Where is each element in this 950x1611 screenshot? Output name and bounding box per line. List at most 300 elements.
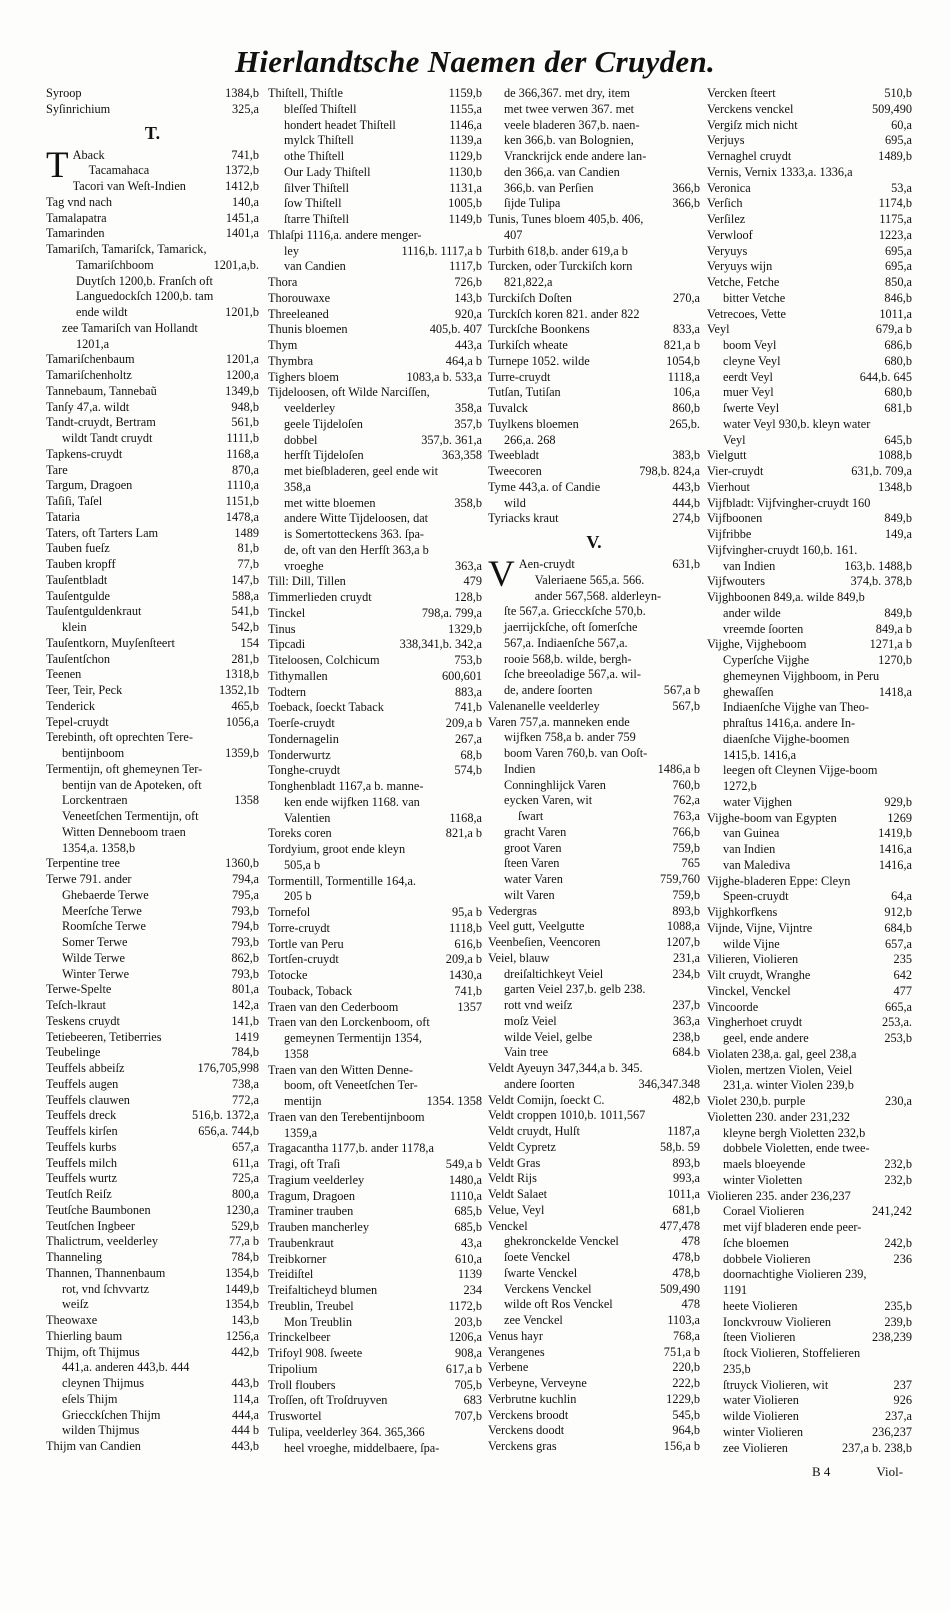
- signature-mark: B 4: [812, 1464, 831, 1479]
- entry-term: Tipcadi: [268, 637, 306, 652]
- entry-page-ref: 1139: [457, 1267, 482, 1282]
- index-entry: [268, 165, 482, 181]
- entry-term: Vijfribbe: [707, 527, 752, 541]
- entry-page-ref: 1229,b: [666, 1391, 700, 1406]
- index-entry: [46, 746, 259, 762]
- entry-term: Turnepe 1052. wilde: [488, 353, 590, 368]
- entry-page-ref: 685,b: [454, 1220, 482, 1234]
- entry-term: dobbele Violetten, ende twee-: [723, 1141, 870, 1156]
- index-entry: [46, 321, 259, 337]
- index-entry: [707, 196, 912, 212]
- entry-term: Tacori van Weſt-Indien: [72, 179, 186, 193]
- entry-term: Tauſentkorn, Muyſenſteert: [46, 635, 175, 650]
- index-entry: [268, 118, 482, 134]
- entry-page-ref: 707,b: [454, 1409, 482, 1423]
- entry-term: 205 b: [284, 889, 312, 904]
- entry-page-ref: 1489,b: [878, 149, 912, 163]
- entry-term: mylck Thiſtell: [284, 133, 354, 148]
- index-entry: [707, 448, 912, 464]
- entry-term: winter Violieren: [723, 1424, 803, 1439]
- entry-term: Tormentill, Tormentille 164,a.: [268, 873, 416, 888]
- index-entry: [488, 149, 700, 165]
- entry-page-ref: 726,b: [454, 275, 482, 289]
- entry-page-ref: 265,b.: [669, 416, 700, 431]
- index-entry: [268, 1283, 482, 1299]
- entry-term: ken 366,b. van Bolognien,: [504, 133, 634, 148]
- index-entry: [268, 874, 482, 890]
- entry-page-ref: 1187,a: [667, 1124, 700, 1138]
- entry-page-ref: 270,a: [673, 290, 700, 305]
- index-entry: [268, 417, 482, 433]
- index-entry: [707, 1126, 912, 1142]
- index-entry: [707, 921, 912, 937]
- entry-term: ſtruyck Violieren, wit: [723, 1377, 829, 1392]
- index-entry: [46, 1345, 259, 1361]
- index-entry: [268, 700, 482, 716]
- index-entry: [488, 841, 700, 857]
- entry-term: Tannebaum, Tannebaũ: [46, 383, 157, 398]
- entry-term: Verbeyne, Verveyne: [488, 1376, 587, 1390]
- index-entry: [707, 433, 912, 449]
- index-entry: [268, 685, 482, 701]
- index-entry: [707, 842, 912, 858]
- index-entry: [488, 1439, 700, 1455]
- index-entry: [707, 244, 912, 260]
- entry-term: wilt Varen: [504, 887, 555, 902]
- index-entry: [268, 952, 482, 968]
- index-entry: [268, 984, 482, 1000]
- entry-term: Trauben mancherley: [268, 1220, 369, 1234]
- entry-term: Tauſentbladt: [46, 572, 108, 587]
- entry-term: Veldt Gras: [488, 1155, 541, 1170]
- index-entry: [707, 417, 912, 433]
- entry-term: Griecckſchen Thijm: [62, 1407, 161, 1422]
- index-entry: [707, 165, 912, 181]
- entry-page-ref: 1451,a: [225, 210, 259, 225]
- entry-page-ref: 338,341,b. 342,a: [399, 637, 482, 652]
- entry-term: Verckens Venckel: [504, 1281, 592, 1296]
- entry-page-ref: 545,b: [672, 1407, 700, 1422]
- entry-term: Traen van den Cederboom: [268, 999, 399, 1014]
- index-entry: [707, 1378, 912, 1394]
- entry-term: Our Lady Thiſtell: [284, 164, 371, 179]
- entry-term: Vernis, Vernix 1333,a. 1336,a: [707, 164, 853, 179]
- index-entry: [707, 763, 912, 779]
- entry-term: Mon Treublin: [284, 1314, 352, 1329]
- index-entry: [707, 1346, 912, 1362]
- entry-term: Toeback, ſoeckt Taback: [268, 700, 384, 715]
- entry-term: Tortle van Peru: [268, 936, 344, 951]
- entry-term: Verbene: [488, 1360, 529, 1375]
- index-entry: [268, 1330, 482, 1346]
- entry-term: met vijf bladeren ende peer-: [723, 1220, 862, 1234]
- entry-page-ref: 81,b: [237, 541, 259, 556]
- index-entry: [488, 1392, 700, 1408]
- entry-term: Veel gutt, Veelgutte: [488, 919, 585, 934]
- index-entry: [46, 1014, 259, 1030]
- entry-term: Duytſch 1200,b. Franſch oft: [76, 273, 213, 288]
- index-entry: [46, 1297, 259, 1313]
- index-entry: [707, 259, 912, 275]
- entry-term: Troll floubers: [268, 1377, 336, 1392]
- entry-term: Veldt croppen 1010,b. 1011,567: [488, 1108, 646, 1123]
- entry-term: Syroop: [46, 86, 82, 100]
- index-entry: [488, 1014, 700, 1030]
- index-entry: [488, 354, 700, 370]
- entry-page-ref: 541,b: [231, 604, 259, 619]
- entry-page-ref: 209,a b: [445, 952, 482, 967]
- entry-term: andere Witte Tijdeloosen, dat: [284, 511, 429, 526]
- entry-page-ref: 1131,a: [449, 180, 482, 195]
- index-entry: [707, 700, 912, 716]
- index-entry: [46, 242, 259, 258]
- entry-term: Vier-cruydt: [707, 464, 764, 478]
- entry-term: Tauben fueſz: [46, 541, 110, 556]
- entry-page-ref: 237,a b. 238,b: [841, 1440, 912, 1455]
- entry-term: Vijghe-boom van Egypten: [707, 810, 837, 825]
- entry-term: met twee verwen 367. met: [504, 101, 635, 116]
- entry-page-ref: 1416,a: [878, 842, 912, 856]
- index-entry: [46, 667, 259, 683]
- entry-page-ref: 274,b: [672, 511, 700, 526]
- index-entry: [46, 1250, 259, 1266]
- index-entry: [488, 872, 700, 888]
- entry-page-ref: 234,b: [672, 966, 700, 981]
- entry-page-ref: 760,b: [672, 777, 700, 792]
- index-entry: [268, 354, 482, 370]
- index-entry: [46, 1077, 259, 1093]
- index-entry: [488, 370, 700, 386]
- index-entry: [46, 1439, 259, 1455]
- index-entry: [488, 1219, 700, 1235]
- entry-term: Tornefol: [268, 905, 311, 919]
- entry-term: Teuffels dreck: [46, 1108, 117, 1123]
- entry-term: Thijm, oft Thijmus: [46, 1344, 140, 1359]
- entry-term: Vijfwouters: [707, 574, 766, 589]
- entry-term: Tweebladt: [488, 448, 540, 463]
- entry-term: Tare: [46, 462, 68, 477]
- index-entry: [707, 590, 912, 606]
- entry-term: Tamariſchenbaum: [46, 352, 135, 367]
- entry-page-ref: 237,a: [885, 1409, 912, 1423]
- entry-page-ref: 140,a: [232, 194, 259, 209]
- entry-term: met bieſbladeren, geel ende wit: [284, 464, 438, 478]
- entry-page-ref: 798,b. 824,a: [639, 464, 700, 478]
- index-entry: [46, 856, 259, 872]
- entry-page-ref: 686,b: [884, 338, 912, 352]
- entry-page-ref: 1349,b: [225, 383, 259, 398]
- entry-page-ref: 1011,a: [879, 306, 912, 321]
- entry-page-ref: 232,b: [884, 1157, 912, 1171]
- entry-page-ref: 465,b: [231, 698, 259, 713]
- entry-page-ref: 1168,a: [449, 810, 482, 825]
- index-entry: [268, 1378, 482, 1394]
- entry-term: Teuffels abbeiſz: [46, 1061, 125, 1075]
- entry-term: Wilde Terwe: [62, 950, 125, 965]
- entry-term: de 366,367. met dry, item: [504, 86, 630, 100]
- entry-term: bleſſed Thiſtell: [284, 101, 357, 116]
- entry-term: Tonderwurtz: [268, 747, 331, 762]
- index-entry: [268, 149, 482, 165]
- section-letter: V.: [586, 532, 602, 552]
- entry-term: Vijfvingher-cruydt 160,b. 161.: [707, 542, 858, 557]
- entry-term: ſwarte Venckel: [504, 1265, 578, 1280]
- entry-term: van Guinea: [723, 826, 780, 841]
- index-entry: [707, 275, 912, 291]
- entry-term: Turre-cruydt: [488, 369, 551, 384]
- index-entry: [268, 181, 482, 197]
- entry-term: Thierling baum: [46, 1328, 123, 1343]
- index-entry: [488, 1093, 700, 1109]
- index-entry: [46, 86, 259, 102]
- entry-term: Tamariſch, Tamariſck, Tamarick,: [46, 242, 207, 256]
- entry-term: Tuylkens bloemen: [488, 416, 579, 431]
- entry-term: rooie 568,b. wilde, bergh-: [504, 651, 632, 666]
- entry-term: Terwe 791. ander: [46, 872, 132, 886]
- entry-term: van Malediva: [723, 857, 791, 872]
- entry-term: Treifalticheyd blumen: [268, 1283, 378, 1297]
- entry-term: garten Veiel 237,b. gelb 238.: [504, 982, 646, 997]
- entry-term: Turcken, oder Turckiſch korn: [488, 259, 633, 274]
- index-entry: [268, 732, 482, 748]
- index-entry: [268, 653, 482, 669]
- entry-page-ref: 549,a b: [445, 1157, 482, 1171]
- entry-page-ref: 1372,b: [225, 163, 259, 178]
- index-entry: [46, 1360, 259, 1376]
- entry-page-ref: 154: [240, 635, 259, 650]
- index-entry: [268, 1204, 482, 1220]
- entry-term: Thiſtell, Thiſtle: [268, 86, 343, 100]
- entry-term: van Indien: [723, 558, 776, 573]
- entry-page-ref: 479: [463, 574, 482, 589]
- index-column-1: [46, 86, 259, 1455]
- entry-page-ref: 1357: [457, 999, 482, 1014]
- entry-term: Theowaxe: [46, 1313, 98, 1327]
- index-entry: [46, 368, 259, 384]
- index-entry: [268, 244, 482, 260]
- entry-term: Velue, Veyl: [488, 1202, 545, 1217]
- index-entry: [46, 478, 259, 494]
- entry-term: Terwe-Spelte: [46, 982, 112, 997]
- entry-term: Tyriacks kraut: [488, 511, 559, 526]
- index-entry: [488, 1077, 700, 1093]
- entry-page-ref: 58,b. 59: [660, 1139, 700, 1154]
- entry-term: water Veyl 930,b. kleyn water: [723, 416, 871, 431]
- entry-term: Vergiſz mich nicht: [707, 117, 798, 132]
- entry-page-ref: 1256,a: [225, 1328, 259, 1343]
- entry-page-ref: 220,b: [672, 1360, 700, 1375]
- entry-page-ref: 794,b: [231, 919, 259, 934]
- index-entry: [268, 527, 482, 543]
- entry-term: Tordyium, groot ende kleyn: [268, 842, 406, 856]
- entry-term: muer Veyl: [723, 385, 774, 400]
- entry-page-ref: 236: [893, 1251, 912, 1266]
- entry-term: Teutſchen Ingbeer: [46, 1218, 135, 1233]
- entry-page-ref: 1271,a b: [869, 637, 912, 652]
- entry-term: Troſſen, oft Troſdruyven: [268, 1393, 388, 1408]
- entry-page-ref: 366,b: [672, 180, 700, 195]
- entry-page-ref: 267,a: [455, 731, 482, 746]
- entry-page-ref: 665,a: [885, 999, 912, 1014]
- index-entry: [268, 826, 482, 842]
- entry-page-ref: 176,705,998: [197, 1061, 259, 1075]
- entry-page-ref: 1005,b: [448, 196, 482, 211]
- index-entry: [268, 1267, 482, 1283]
- entry-term: dobbele Violieren: [723, 1251, 811, 1266]
- entry-term: Tortſen-cruydt: [268, 952, 339, 967]
- entry-term: Tonghenbladt 1167,a b. manne-: [268, 779, 424, 793]
- index-entry: [707, 1299, 912, 1315]
- entry-page-ref: 610,a: [455, 1251, 482, 1266]
- entry-term: Valenanelle veelderley: [488, 698, 600, 713]
- entry-page-ref: 684,b: [884, 920, 912, 935]
- entry-term: ſche breeoladige 567,a. wil-: [504, 667, 641, 682]
- index-entry: [707, 574, 912, 590]
- index-entry: [707, 228, 912, 244]
- index-entry: [707, 464, 912, 480]
- entry-page-ref: 1352,1b: [219, 683, 259, 697]
- entry-term: Verjuys: [707, 133, 745, 148]
- entry-term: Tripolium: [268, 1361, 318, 1376]
- index-entry: [707, 858, 912, 874]
- index-entry: [707, 1315, 912, 1331]
- entry-page-ref: 561,b: [231, 415, 259, 430]
- index-entry: [488, 496, 700, 512]
- entry-page-ref: 357,b: [454, 416, 482, 431]
- index-entry: [488, 1282, 700, 1298]
- entry-term: Veldt Rijs: [488, 1171, 537, 1186]
- index-entry: [268, 559, 482, 575]
- index-entry: [268, 889, 482, 905]
- entry-page-ref: 253,a.: [881, 1015, 912, 1030]
- index-entry: [707, 1015, 912, 1031]
- entry-term: heete Violieren: [723, 1298, 798, 1313]
- entry-page-ref: 209,a b: [445, 716, 482, 730]
- entry-term: Verckens gras: [488, 1439, 557, 1453]
- index-entry: [488, 1030, 700, 1046]
- index-entry: [488, 1408, 700, 1424]
- index-column-4: [707, 86, 912, 1456]
- index-entry: [707, 354, 912, 370]
- index-entry: [46, 289, 259, 305]
- entry-term: Venus hayr: [488, 1328, 543, 1343]
- entry-page-ref: 1354. 1358: [426, 1094, 482, 1108]
- index-entry: [268, 464, 482, 480]
- entry-page-ref: 1139,a: [449, 133, 482, 148]
- index-entry: [46, 1219, 259, 1235]
- entry-term: ſtarre Thiſtell: [284, 212, 349, 226]
- index-entry: [268, 811, 482, 827]
- entry-term: Vierhout: [707, 479, 750, 494]
- index-entry: [488, 730, 700, 746]
- index-entry: [488, 667, 700, 683]
- index-entry: [268, 259, 482, 275]
- index-entry: [488, 338, 700, 354]
- entry-term: Vijfboonen: [707, 511, 763, 526]
- entry-term: 1272,b: [723, 779, 757, 793]
- entry-term: bitter Vetche: [723, 290, 786, 305]
- index-entry: [707, 748, 912, 764]
- entry-page-ref: 821,a b: [663, 338, 700, 352]
- index-entry: [46, 1313, 259, 1329]
- entry-term: Tyme 443,a. of Candie: [488, 479, 601, 494]
- entry-term: weiſz: [62, 1297, 89, 1312]
- entry-term: phraſtus 1416,a. andere In-: [723, 716, 856, 730]
- index-entry: [488, 228, 700, 244]
- index-entry: [488, 417, 700, 433]
- entry-page-ref: 142,a: [232, 998, 259, 1012]
- entry-term: zee Venckel: [504, 1313, 563, 1327]
- entry-term: ſilver Thiſtell: [284, 180, 350, 195]
- entry-page-ref: 1206,a: [448, 1330, 482, 1345]
- index-entry: [488, 967, 700, 983]
- entry-term: ſteen Varen: [504, 856, 560, 871]
- entry-page-ref: 926: [893, 1393, 912, 1408]
- entry-page-ref: 358,b: [454, 495, 482, 510]
- entry-page-ref: 574,b: [454, 763, 482, 778]
- entry-term: Tenderick: [46, 698, 95, 713]
- entry-page-ref: 77,b: [237, 557, 259, 571]
- entry-term: Thora: [268, 275, 298, 289]
- index-entry: [488, 856, 700, 872]
- index-entry: [707, 889, 912, 905]
- index-entry: [707, 1078, 912, 1094]
- index-entry: [46, 226, 259, 242]
- entry-page-ref: 1056,a: [225, 714, 259, 729]
- entry-page-ref: 849,b: [884, 511, 912, 526]
- entry-term: doornachtighe Violieren 239,: [723, 1267, 867, 1282]
- drop-cap: V: [488, 554, 515, 595]
- index-entry: [46, 431, 259, 447]
- index-entry: [488, 165, 700, 181]
- entry-term: Vijfbladt: Vijfvingher-cruydt 160: [707, 495, 871, 510]
- entry-page-ref: 657,a: [232, 1139, 259, 1154]
- index-entry: [488, 1187, 700, 1203]
- entry-term: Vincoorde: [707, 999, 759, 1014]
- entry-term: Venckel: [488, 1218, 528, 1233]
- entry-page-ref: 477: [893, 983, 912, 998]
- index-entry: [488, 762, 700, 778]
- entry-term: Verckens venckel: [707, 101, 794, 116]
- entry-term: Verſilez: [707, 212, 746, 226]
- index-entry: [488, 778, 700, 794]
- index-entry: [488, 448, 700, 464]
- index-entry: [73, 179, 259, 195]
- entry-term: Tandt-cruydt, Bertram: [46, 415, 156, 430]
- entry-term: Veyl: [723, 432, 746, 447]
- entry-term: zee Violieren: [723, 1440, 788, 1455]
- entry-term: de, oft van den Herfſt 363,a b: [284, 542, 429, 557]
- index-entry: [707, 212, 912, 228]
- index-entry: [46, 573, 259, 589]
- entry-term: Vernaghel cruydt: [707, 149, 792, 163]
- entry-page-ref: 231,a: [673, 950, 700, 965]
- entry-term: Violaten 238,a. gal, geel 238,a: [707, 1046, 857, 1061]
- entry-term: Tamariſchboom: [76, 257, 154, 272]
- index-entry: [488, 683, 700, 699]
- entry-page-ref: 238,239: [872, 1330, 912, 1345]
- entry-term: Vranckrijck ende andere lan-: [504, 149, 647, 163]
- entry-page-ref: 753,b: [454, 653, 482, 667]
- index-entry: [46, 998, 259, 1014]
- entry-term: Turkiſch wheate: [488, 338, 568, 352]
- entry-page-ref: 1354,b: [225, 1297, 259, 1312]
- entry-term: Tragium veelderley: [268, 1172, 365, 1187]
- entry-term: ſow Thiſtell: [284, 196, 342, 211]
- entry-term: ander 567,568. alderleyn-: [534, 588, 662, 603]
- index-entry: [488, 1234, 700, 1250]
- entry-page-ref: 908,a: [455, 1346, 482, 1360]
